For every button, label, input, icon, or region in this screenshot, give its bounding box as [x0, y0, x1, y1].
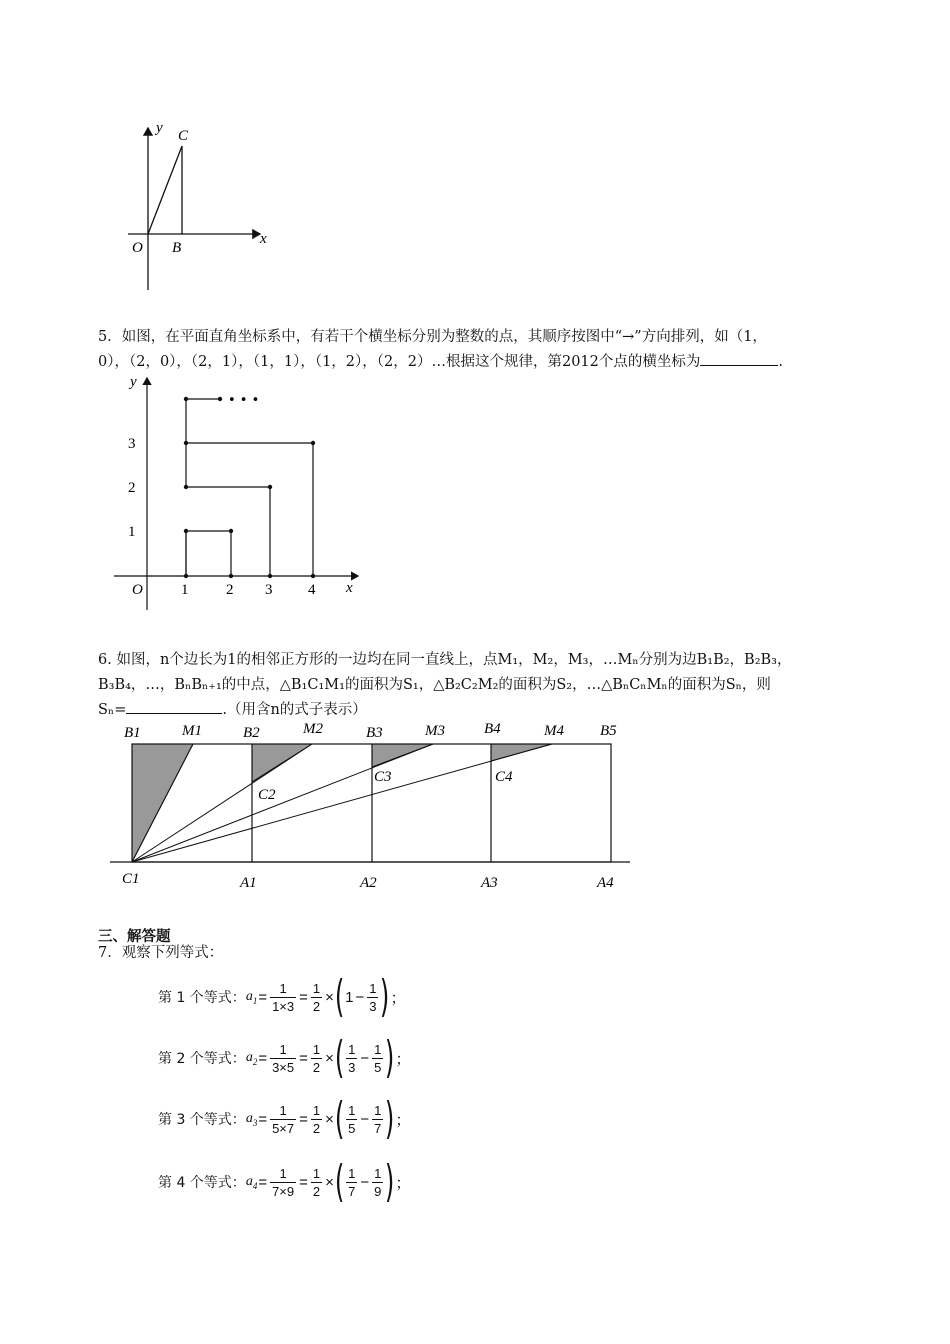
left-paren: ( [334, 1156, 345, 1207]
right-paren: ) [380, 971, 390, 1022]
fraction-half [311, 1041, 322, 1076]
equals-sign: = [258, 988, 268, 1006]
fraction-left-denominator: 5 [348, 1120, 356, 1136]
fig3-label-b4: B4 [484, 721, 501, 737]
fig1-c-label: C [178, 128, 189, 144]
fig2-x-tick: 2 [226, 582, 234, 598]
minus-sign: − [360, 1049, 370, 1067]
q7-intro: 7．观察下列等式： [98, 945, 224, 961]
integer-one: 1 [345, 988, 354, 1006]
fig2-x-tick: 3 [265, 582, 273, 598]
fraction-left [346, 1165, 357, 1200]
q6-line2: B₃B₄，…，BₙBₙ₊₁的中点，△B₁C₁M₁的面积为S₁，△B₂C₂M₂的面积为S₂，…△BₙCₙMₙ的面积为Sₙ，则 [98, 677, 771, 693]
left-paren: ( [334, 971, 345, 1022]
q5-line1: 5．如图，在平面直角坐标系中，有若干个横坐标分别为整数的点，其顺序按图中“→”方向排列，如（1， [98, 329, 767, 345]
equation-row [158, 1028, 412, 1088]
equation-variable-subscript: 2 [252, 1056, 258, 1067]
fig3-label-a1: A1 [240, 875, 257, 891]
fraction-right-numerator: 1 [374, 1041, 382, 1057]
times-sign: × [325, 1049, 334, 1067]
equation-label: 第 4 个等式： [158, 1175, 246, 1191]
fraction-left-numerator: 1 [348, 1102, 356, 1118]
fraction-half-numerator: 1 [312, 1102, 321, 1118]
fig2-continuation-dots: • • • [228, 393, 260, 408]
fraction-half [311, 980, 322, 1015]
right-paren: ) [385, 1156, 395, 1207]
fraction-right-numerator: 1 [369, 980, 377, 996]
q5-line2-end: . [778, 354, 783, 370]
semicolon: ； [390, 989, 406, 1007]
fraction-left-denominator: 3 [348, 1059, 356, 1075]
fig3-label-m4: M4 [544, 723, 564, 739]
q5-answer-blank[interactable] [700, 350, 778, 366]
equation-label: 第 3 个等式： [158, 1112, 246, 1128]
fraction-right [367, 980, 378, 1015]
minus-sign: − [360, 1110, 370, 1128]
semicolon: ； [395, 1050, 411, 1068]
equation-row [158, 1152, 412, 1212]
fig3-label-b5: B5 [600, 723, 617, 739]
fig3-label-a4: A4 [597, 875, 614, 891]
fraction-half-numerator: 1 [312, 1165, 321, 1181]
equals-sign: = [258, 1173, 268, 1191]
fraction-left-denominator: 7 [348, 1183, 356, 1199]
fig2-y-tick: 3 [128, 436, 136, 452]
fraction-term-denominator: 7×9 [272, 1183, 295, 1199]
fig3-label-c3: C3 [374, 769, 392, 785]
equation-variable-subscript: 1 [252, 995, 258, 1006]
fig2-origin-label: O [132, 582, 143, 598]
fraction-term-numerator: 1 [279, 980, 287, 996]
equation-row [158, 1089, 412, 1149]
fraction-term-denominator: 5×7 [272, 1120, 295, 1136]
fraction-half-numerator: 1 [312, 1041, 321, 1057]
equals-sign: = [258, 1110, 268, 1128]
fraction-right-numerator: 1 [374, 1102, 382, 1118]
q6-line1: 6. 如图，n个边长为1的相邻正方形的一边均在同一直线上，点M₁，M₂，M₃，…Mₙ分别为边B₁B₂，B₂B₃， [98, 652, 792, 668]
fraction-half [311, 1165, 322, 1200]
fraction-term-numerator: 1 [279, 1102, 287, 1118]
fraction-term-numerator: 1 [279, 1165, 287, 1181]
fraction-term-denominator: 1×3 [272, 998, 295, 1014]
fig1-x-label: x [260, 231, 267, 247]
fig2-x-label: x [346, 580, 353, 596]
fraction-term [270, 1165, 296, 1200]
equals-sign: = [299, 988, 308, 1006]
fig3-label-m3: M3 [425, 723, 445, 739]
fraction-term [270, 1041, 296, 1076]
fraction-right-numerator: 1 [374, 1165, 382, 1181]
equation-label: 第 1 个等式： [158, 990, 246, 1006]
equation-row [158, 967, 407, 1027]
fig3-label-m1: M1 [182, 723, 202, 739]
fig2-x-tick: 4 [308, 582, 316, 598]
figure-triangle-oc [120, 110, 290, 295]
fraction-right-denominator: 9 [374, 1183, 382, 1199]
fig2-y-label: y [130, 374, 137, 390]
fraction-half-denominator: 2 [312, 998, 321, 1014]
fig1-o-label: O [132, 240, 143, 256]
fraction-right [372, 1041, 383, 1076]
fig3-label-b2: B2 [243, 725, 260, 741]
fraction-term [270, 1102, 296, 1137]
times-sign: × [325, 1173, 334, 1191]
equation-variable: $a_1$ [245, 988, 258, 1006]
fraction-half [311, 1102, 322, 1137]
fig2-x-tick: 1 [181, 582, 189, 598]
left-paren: ( [334, 1032, 345, 1083]
minus-sign: − [360, 1173, 370, 1191]
fraction-half-denominator: 2 [312, 1183, 321, 1199]
fig1-y-label: y [156, 120, 163, 136]
fraction-right-denominator: 7 [374, 1120, 382, 1136]
q6-answer-blank[interactable] [126, 698, 222, 714]
fraction-left-numerator: 1 [348, 1041, 356, 1057]
q6-sn-label: Sₙ= [98, 702, 127, 718]
fig1-b-label: B [172, 240, 182, 256]
fraction-right [372, 1165, 383, 1200]
fig3-label-a3: A3 [481, 875, 498, 891]
fraction-term-numerator: 1 [279, 1041, 287, 1057]
equation-variable: $a_2$ [245, 1049, 258, 1067]
semicolon: ； [395, 1111, 411, 1129]
fraction-right-denominator: 5 [374, 1059, 382, 1075]
section-heading: 三、解答题 [98, 929, 171, 945]
q6-line3-end: .（用含n的式子表示） [222, 702, 367, 718]
fig3-label-a2: A2 [360, 875, 377, 891]
times-sign: × [325, 1110, 334, 1128]
fraction-right [372, 1102, 383, 1137]
equation-variable: $a_3$ [245, 1110, 258, 1128]
fraction-term-denominator: 3×5 [272, 1059, 295, 1075]
equation-variable-subscript: 3 [252, 1117, 258, 1128]
fig3-label-c1: C1 [122, 871, 140, 887]
fraction-right-denominator: 3 [369, 998, 377, 1014]
fraction-left-numerator: 1 [348, 1165, 356, 1181]
fig3-label-c4: C4 [495, 769, 513, 785]
fraction-left [346, 1102, 357, 1137]
fig2-y-tick: 2 [128, 480, 136, 496]
equation-variable-subscript: 4 [252, 1180, 258, 1191]
fraction-half-denominator: 2 [312, 1120, 321, 1136]
equals-sign: = [258, 1049, 268, 1067]
equals-sign: = [299, 1173, 308, 1191]
left-paren: ( [334, 1093, 345, 1144]
equation-variable: $a_4$ [245, 1173, 258, 1191]
figure-zigzag-points [110, 370, 370, 615]
semicolon: ； [395, 1174, 411, 1192]
equation-label: 第 2 个等式： [158, 1051, 246, 1067]
fig3-label-c2: C2 [258, 787, 276, 803]
figure-squares-triangles [100, 715, 640, 895]
equals-sign: = [299, 1049, 308, 1067]
fraction-half-denominator: 2 [312, 1059, 321, 1075]
fig3-label-b1: B1 [124, 725, 141, 741]
fig3-label-m2: M2 [303, 721, 323, 737]
fraction-term [270, 980, 296, 1015]
fig3-label-b3: B3 [366, 725, 383, 741]
fraction-left [346, 1041, 357, 1076]
right-paren: ) [385, 1032, 395, 1083]
right-paren: ) [385, 1093, 395, 1144]
minus-sign: − [355, 988, 365, 1006]
equals-sign: = [299, 1110, 308, 1128]
fig2-y-tick: 1 [128, 524, 136, 540]
q5-line2-text: 0），（2，0），（2，1），（1，1），（1，2），（2，2）…根据这个规律，第2012个点的横坐标为 [98, 354, 701, 370]
times-sign: × [325, 988, 334, 1006]
fraction-half-numerator: 1 [312, 980, 321, 996]
